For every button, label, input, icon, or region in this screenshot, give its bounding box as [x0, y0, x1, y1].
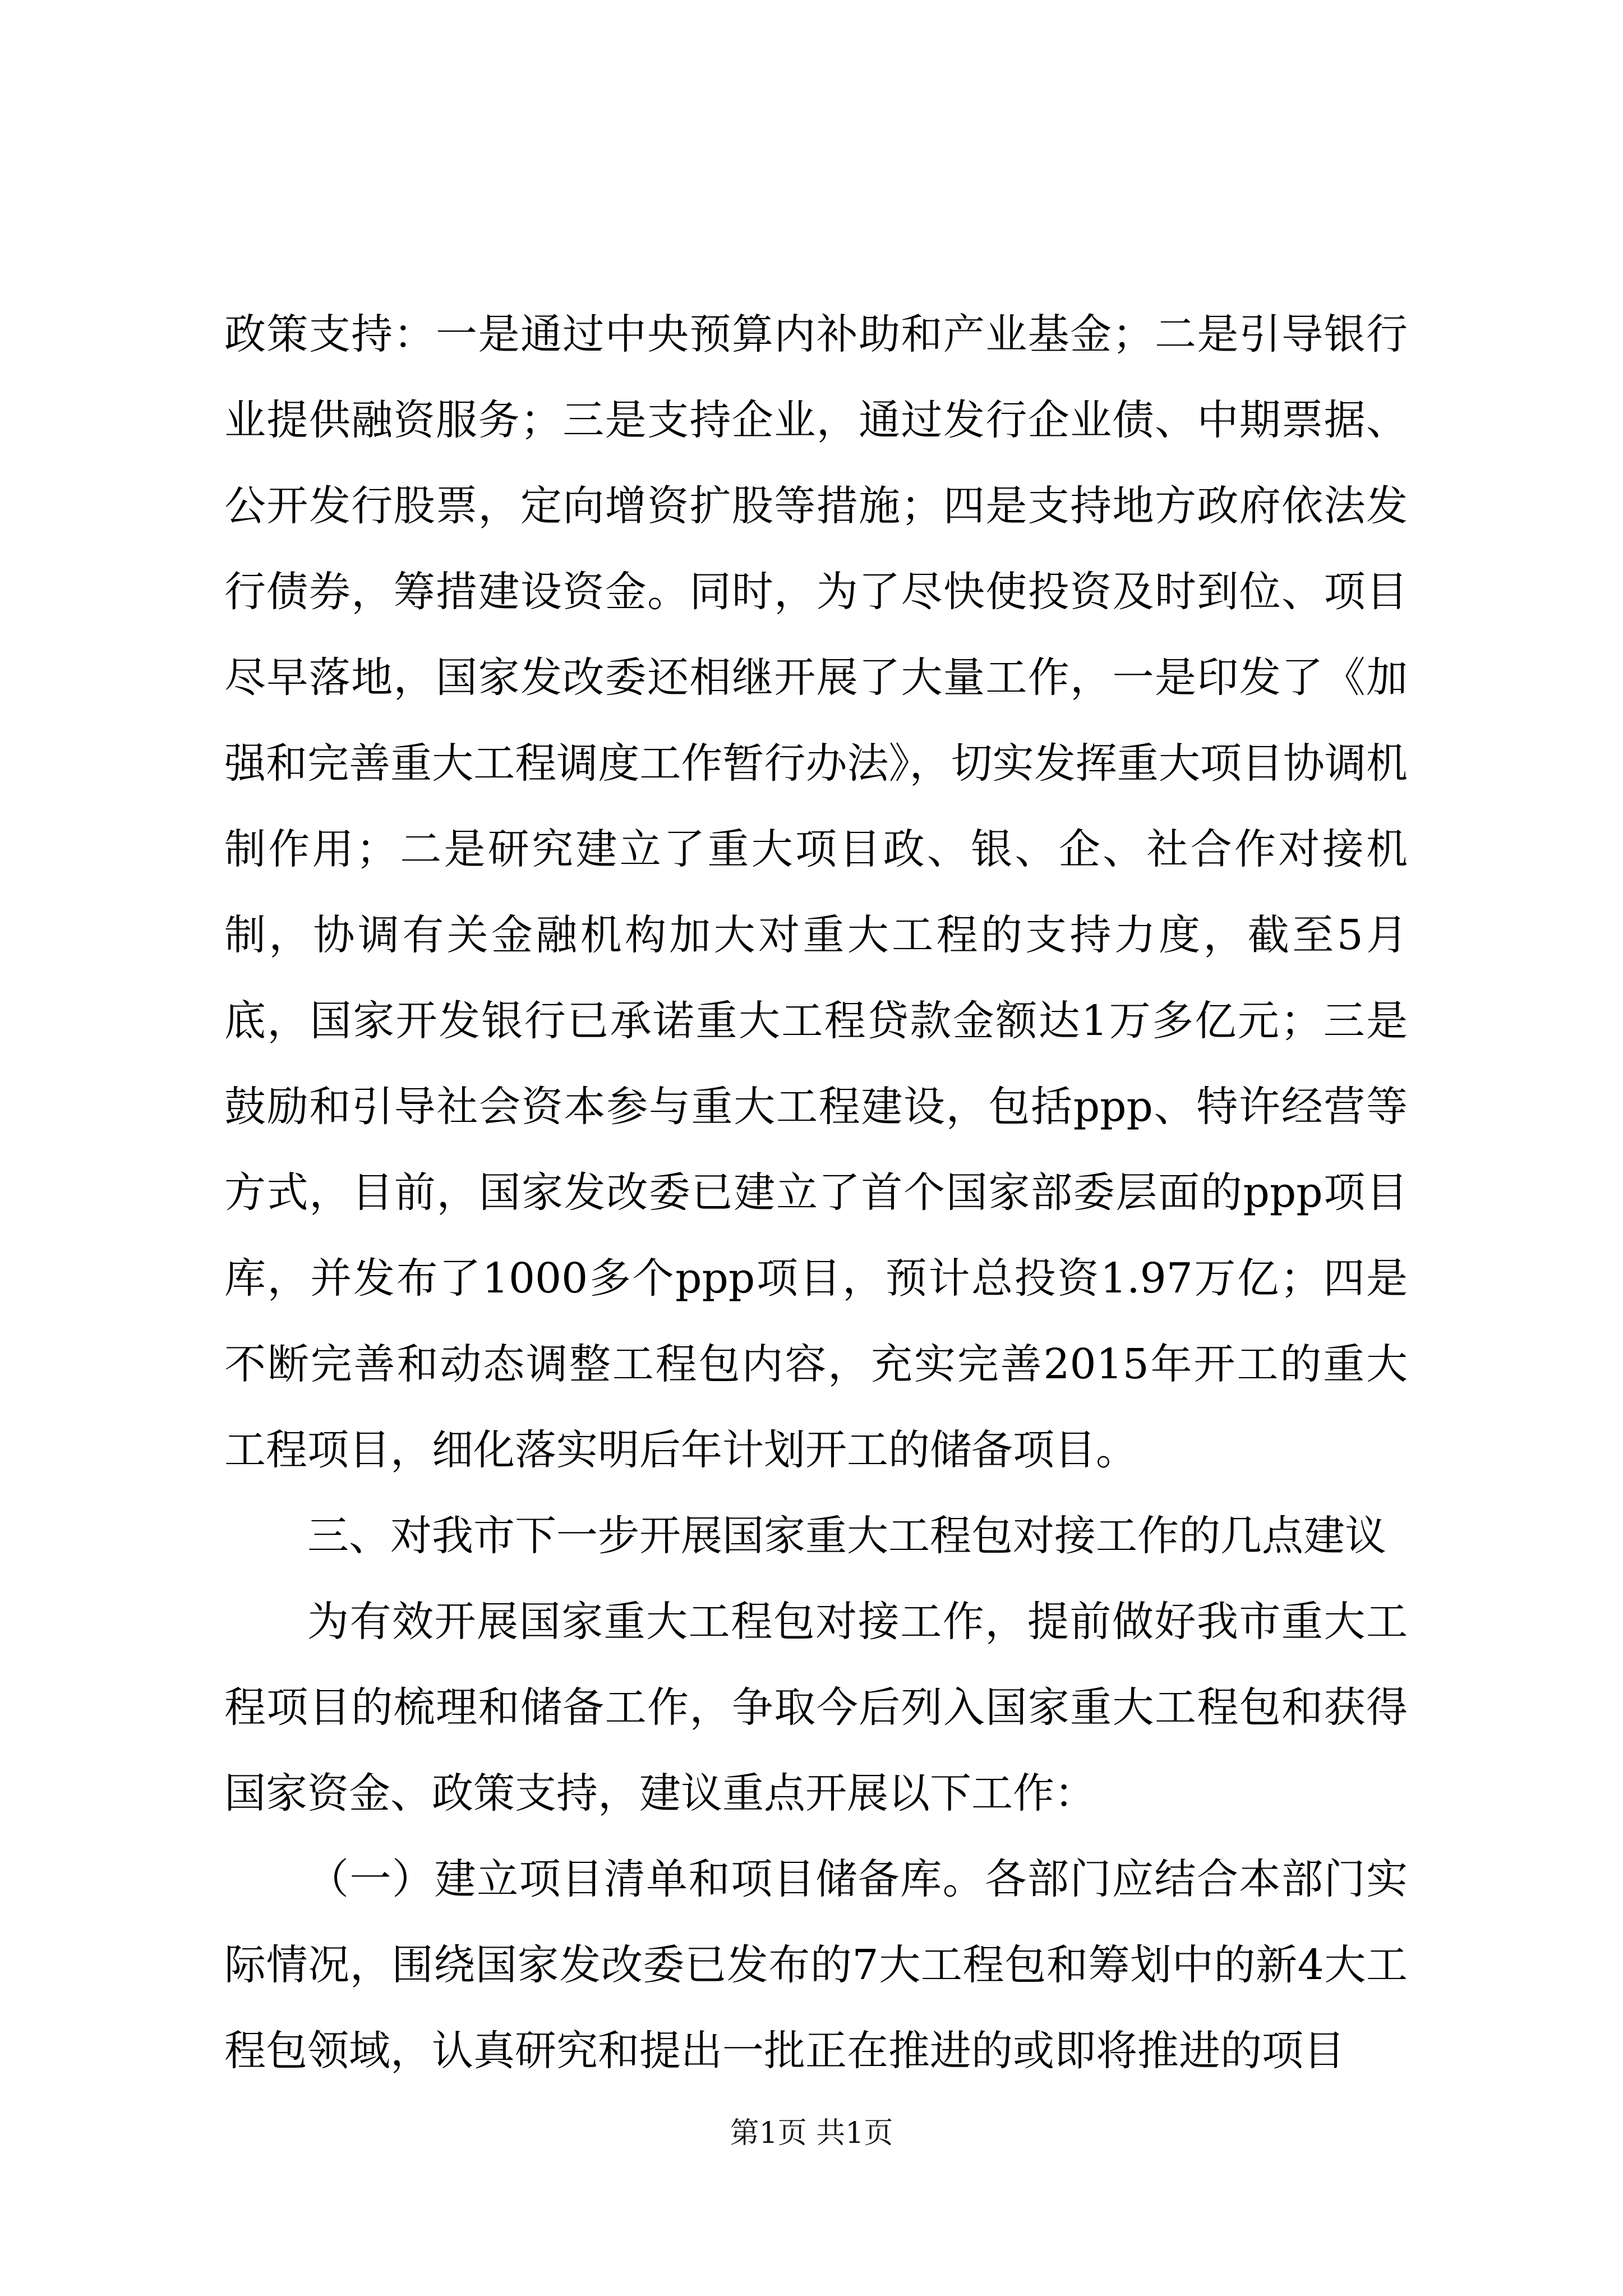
document-body: [224, 292, 1408, 2094]
page-footer: 第1页 共1页: [730, 2116, 893, 2150]
section-heading-suggestions: 三、对我市下一步开展国家重大工程包对接工作的几点建议: [307, 1512, 1386, 1560]
paragraph-item-one: （一）建立项目清单和项目储备库。各部门应结合本部门实际情况，围绕国家发改委已发布的7大工程包和筹划中的新4大工程包领域，认真研究和提出一批正在推进的或即将推进的项目: [224, 1855, 1408, 2075]
paragraph-policy-support: 政策支持：一是通过中央预算内补助和产业基金；二是引导银行业提供融资服务；三是支持企业，通过发行企业债、中期票据、公开发行股票，定向增资扩股等措施；四是支持地方政府依法发行债券，筹措建设资金。同时，为了尽快使投资及时到位、项目尽早落地，国家发改委还相继开展了大量工作，一是印发了《加强和完善重大工程调度工作暂行办法》，切实发挥重大项目协调机制作用；二是研究建立了重大项目政、银、企、社合作对接机制，协调有关金融机构加大对重大工程的支持力度，截至5月底，国家开发银行已承诺重大工程贷款金额达1万多亿元；三是鼓励和引导社会资本参与重大工程建设，包括ppp、特许经营等方式，目前，国家发改委已建立了首个国家部委层面的ppp项目库，并发布了1000多个ppp项目，预计总投资1.97万亿；四是不断完善和动态调整工程包内容，充实完善2015年开工的重大工程项目，细化落实明后年计划开工的储备项目。: [224, 310, 1408, 1474]
paragraph-intro: 为有效开展国家重大工程包对接工作，提前做好我市重大工程项目的梳理和储备工作，争取今后列入国家重大工程包和获得国家资金、政策支持，建议重点开展以下工作：: [224, 1598, 1408, 1818]
